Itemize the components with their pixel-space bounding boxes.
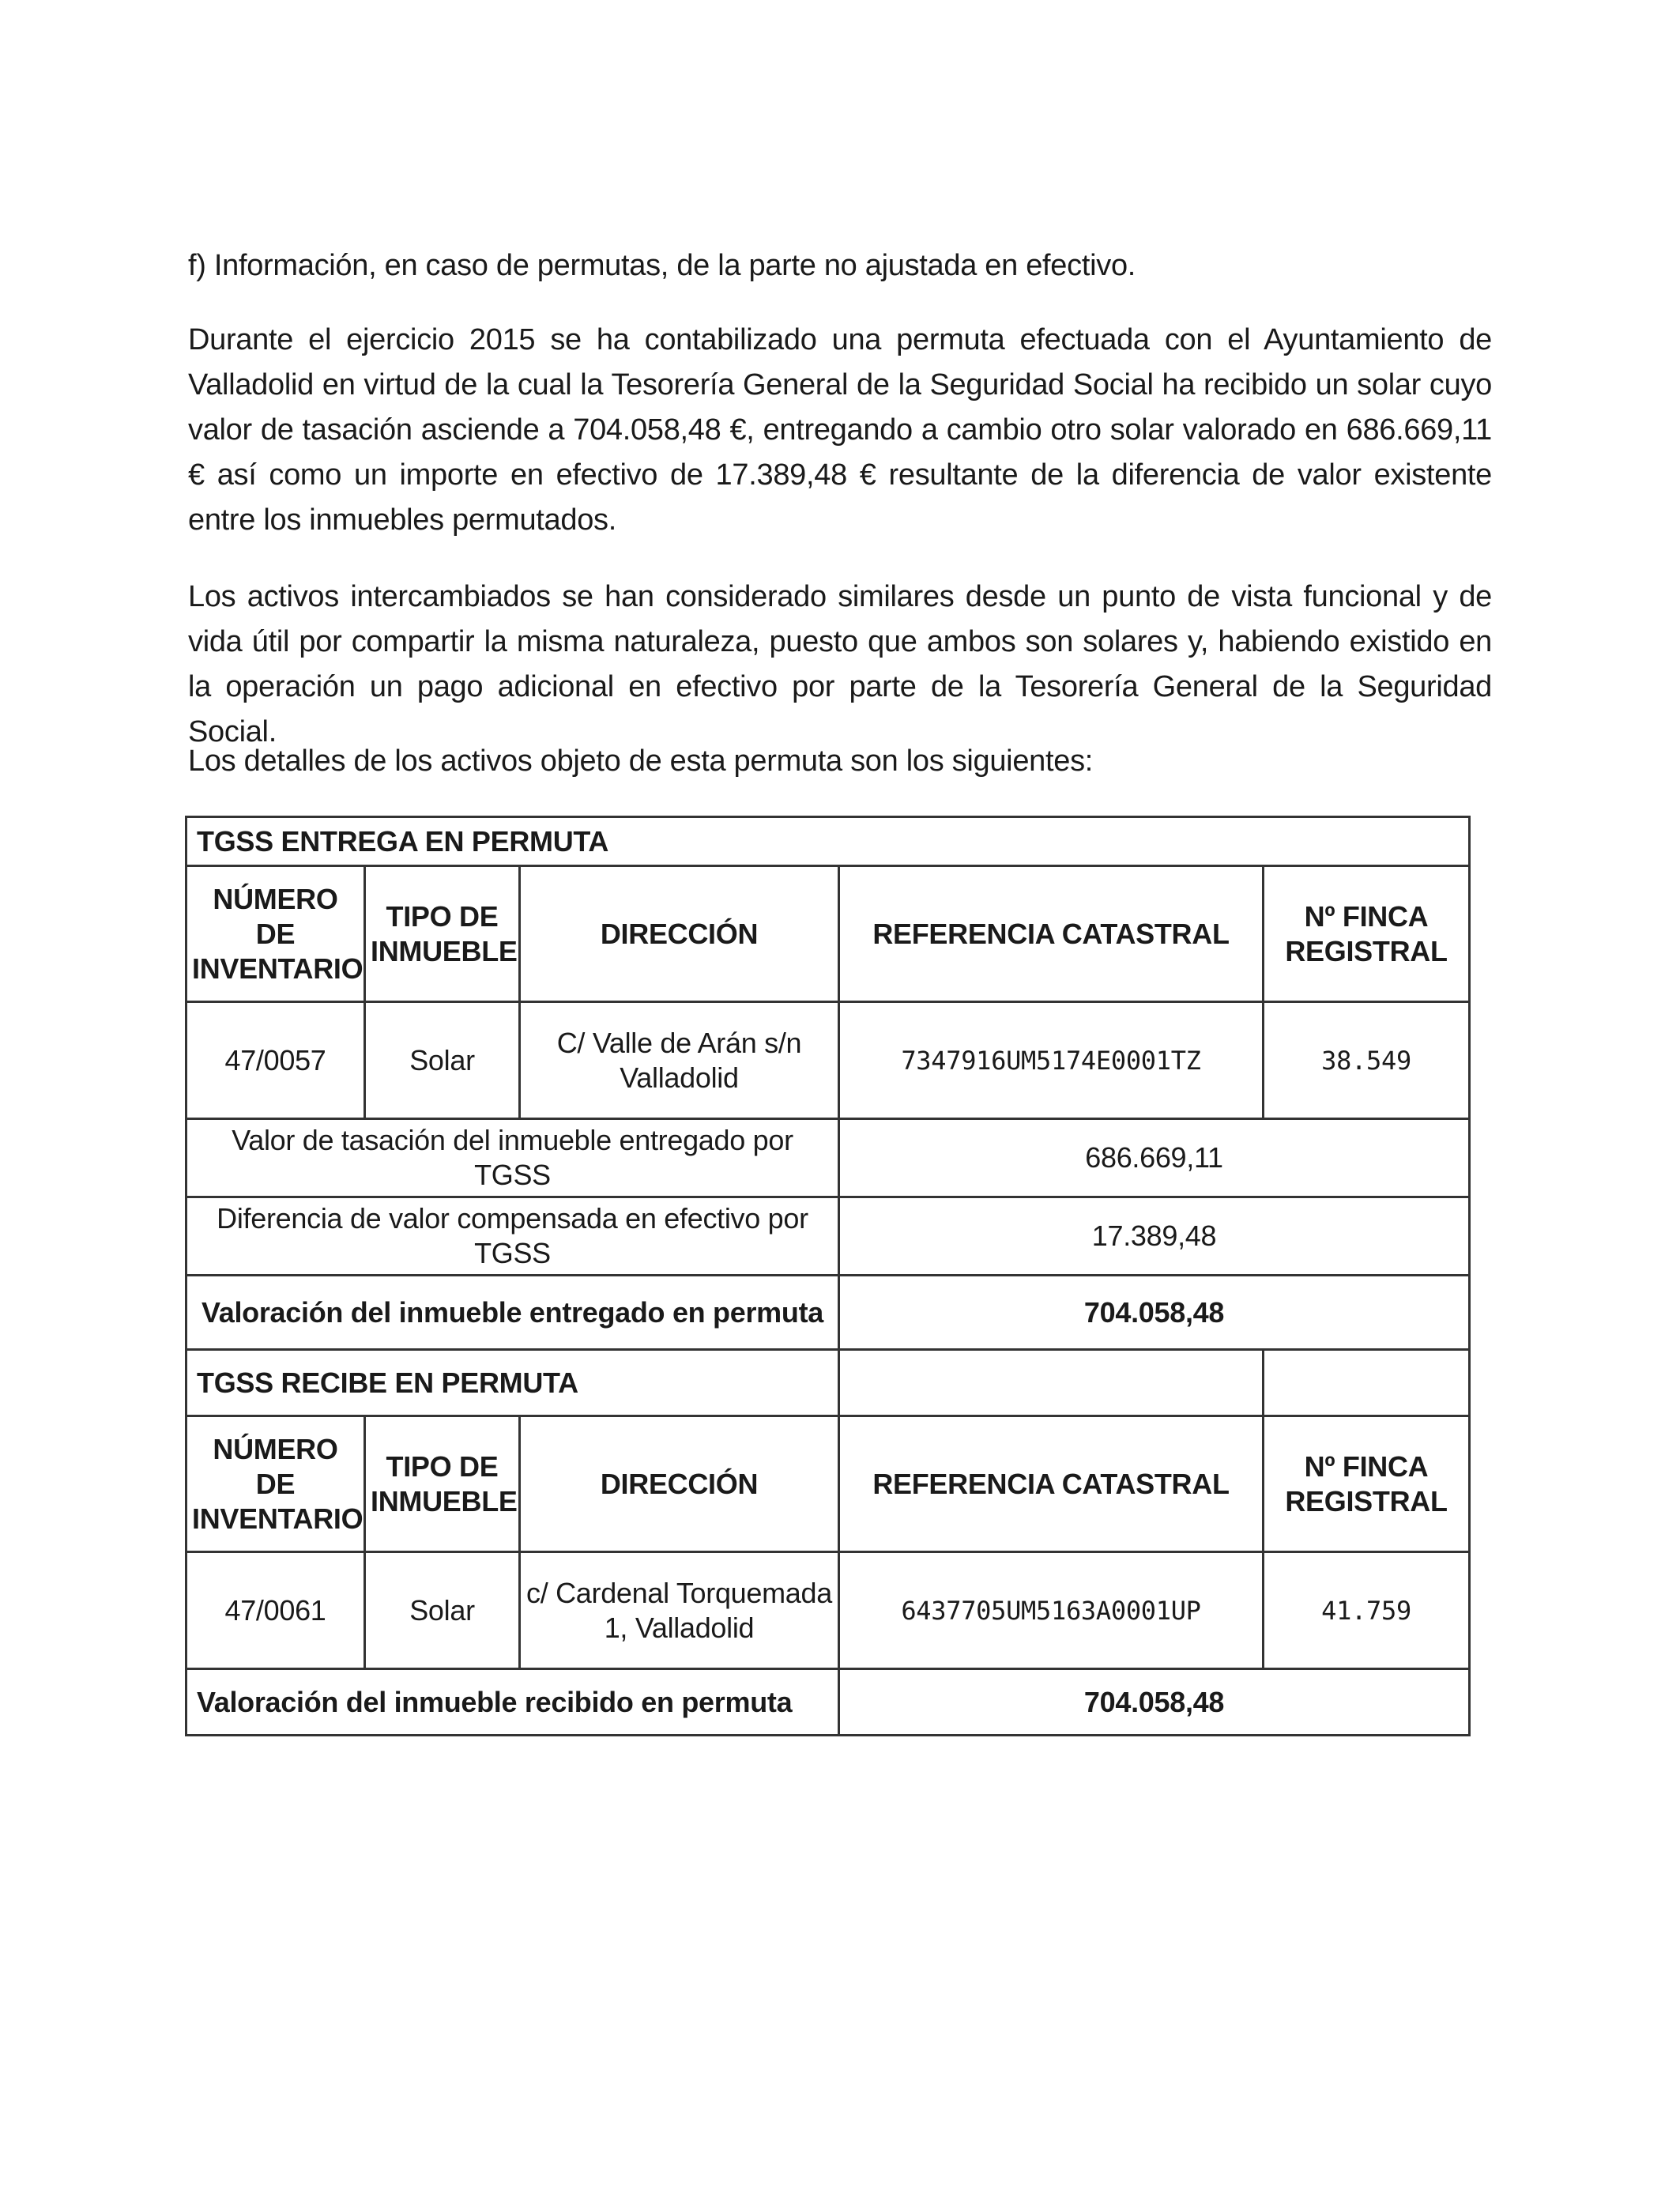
recibe-header-row	[186, 1416, 1470, 1552]
entrega-tipo: Solar	[365, 1002, 520, 1119]
entrega-valor-tasacion-label: Valor de tasación del inmueble entregado por TGSS	[186, 1119, 839, 1197]
entrega-diferencia-value: 17.389,48	[839, 1197, 1470, 1276]
recibe-direccion: c/ Cardenal Torquemada 1, Valladolid	[520, 1552, 839, 1669]
section-heading: f) Información, en caso de permutas, de la parte no ajustada en efectivo.	[188, 249, 1136, 282]
entrega-referencia: 7347916UM5174E0001TZ	[839, 1002, 1264, 1119]
recibe-section-empty-cell	[1264, 1350, 1470, 1416]
recibe-section-row	[186, 1350, 1470, 1416]
col-header-tipo: TIPO DE INMUEBLE	[365, 866, 520, 1002]
permuta-table	[185, 816, 1471, 1736]
recibe-valoracion-label: Valoración del inmueble recibido en permuta	[186, 1669, 839, 1736]
col-header-referencia: REFERENCIA CATASTRAL	[839, 866, 1264, 1002]
col-header-referencia: REFERENCIA CATASTRAL	[839, 1416, 1264, 1552]
entrega-diferencia-row	[186, 1197, 1470, 1276]
col-header-tipo: TIPO DE INMUEBLE	[365, 1416, 520, 1552]
col-header-finca: Nº FINCA REGISTRAL	[1264, 866, 1470, 1002]
entrega-numero: 47/0057	[186, 1002, 365, 1119]
col-header-direccion: DIRECCIÓN	[520, 866, 839, 1002]
entrega-valor-tasacion-row	[186, 1119, 1470, 1197]
col-header-numero: NÚMERO DE INVENTARIO	[186, 866, 365, 1002]
recibe-section-empty-cell	[839, 1350, 1264, 1416]
entrega-section-row	[186, 817, 1470, 866]
paragraph-permuta-description: Durante el ejercicio 2015 se ha contabilizado una permuta efectuada con el Ayuntamiento de Valladolid en virtud de la cual la Tesorería General de la Seguridad Social ha recibido un solar cuyo valor de tasación asciende a 704.058,48 €, entregando a cambio otro solar valorado en 686.669,11 € así como un importe en efectivo de 17.389,48 € resultante de la diferencia de valor existente entre los inmuebles permutados.	[188, 323, 1492, 537]
entrega-section-title: TGSS ENTREGA EN PERMUTA	[186, 817, 1470, 866]
entrega-finca: 38.549	[1264, 1002, 1470, 1119]
col-header-direccion: DIRECCIÓN	[520, 1416, 839, 1552]
paragraph-detalles-intro: Los detalles de los activos objeto de esta permuta son los siguientes:	[188, 745, 1094, 778]
recibe-numero: 47/0061	[186, 1552, 365, 1669]
entrega-diferencia-label: Diferencia de valor compensada en efectivo por TGSS	[186, 1197, 839, 1276]
recibe-data-row	[186, 1552, 1470, 1669]
recibe-referencia: 6437705UM5163A0001UP	[839, 1552, 1264, 1669]
paragraph-activos-similares: Los activos intercambiados se han considerado similares desde un punto de vista funcional y de vida útil por compartir la misma naturaleza, puesto que ambos son solares y, habiendo existido en la operación un pago adicional en efectivo por parte de la Tesorería General de la Seguridad Social.	[188, 580, 1492, 748]
recibe-tipo: Solar	[365, 1552, 520, 1669]
entrega-direccion: C/ Valle de Arán s/n Valladolid	[520, 1002, 839, 1119]
recibe-section-title: TGSS RECIBE EN PERMUTA	[186, 1350, 839, 1416]
recibe-valoracion-row	[186, 1669, 1470, 1736]
col-header-numero: NÚMERO DE INVENTARIO	[186, 1416, 365, 1552]
recibe-valoracion-value: 704.058,48	[839, 1669, 1470, 1736]
col-header-finca: Nº FINCA REGISTRAL	[1264, 1416, 1470, 1552]
recibe-finca: 41.759	[1264, 1552, 1470, 1669]
entrega-data-row	[186, 1002, 1470, 1119]
entrega-header-row	[186, 866, 1470, 1002]
entrega-valor-tasacion-value: 686.669,11	[839, 1119, 1470, 1197]
entrega-valoracion-row	[186, 1276, 1470, 1350]
entrega-valoracion-value: 704.058,48	[839, 1276, 1470, 1350]
entrega-valoracion-label: Valoración del inmueble entregado en permuta	[186, 1276, 839, 1350]
